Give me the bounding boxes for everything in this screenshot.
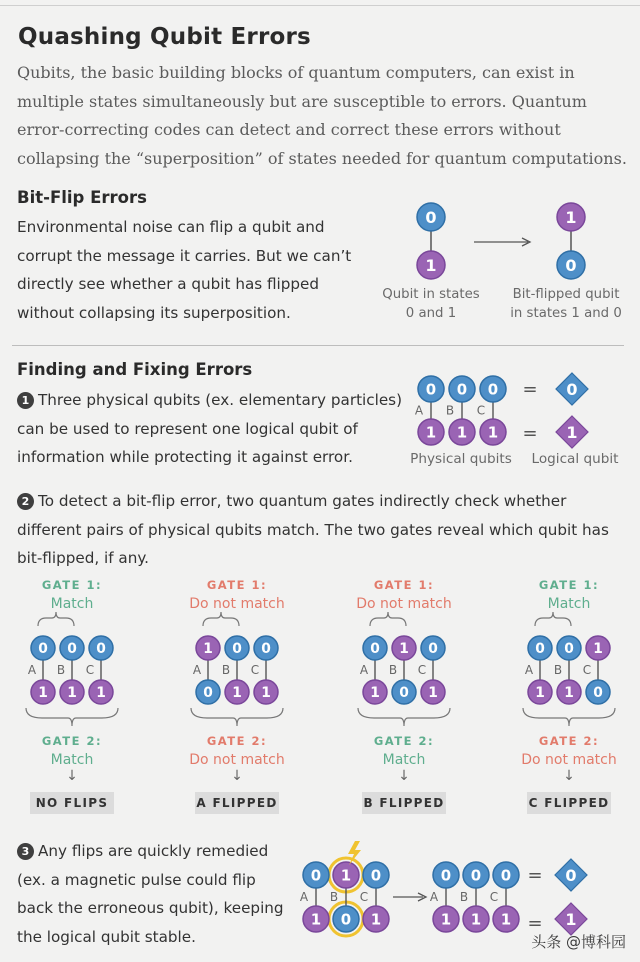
watermark: 头条 @博科园: [531, 933, 626, 951]
fix-before-qubit-bottom-0-value: 1: [310, 910, 322, 929]
fix-after-qubit-bottom-0-value: 1: [440, 910, 452, 929]
qubit-letter: C: [359, 890, 369, 904]
qubit-letter: A: [27, 663, 37, 677]
step1-body: Three physical qubits (ex. elementary particles) can be used to represent one logical qubit of information while protecting it against error.: [17, 391, 402, 467]
gate2-result: Do not match: [521, 752, 617, 768]
qubit-a-bottom: 1: [425, 256, 437, 275]
qubit-letter: A: [299, 890, 309, 904]
caption-line: Bit-flipped qubit: [512, 287, 620, 302]
qubit-letter: A: [414, 403, 424, 418]
step2-text: [17, 487, 627, 573]
caption-line: Qubit in states: [382, 287, 480, 302]
step1-text: [17, 386, 407, 472]
physical-qubit-bottom-1-value: 1: [456, 423, 468, 442]
result-badge: B FLIPPED: [362, 792, 446, 814]
bitflip-diagram: [370, 195, 640, 285]
gate1-result: Match: [547, 596, 591, 612]
case-qubit-bottom-2-value: 1: [261, 685, 271, 702]
qubit-letter: B: [221, 663, 231, 677]
case-qubit-bottom-0-value: 1: [535, 685, 545, 702]
result-badge: NO FLIPS: [30, 792, 114, 814]
case-qubit-top-0-value: 0: [370, 641, 380, 658]
qubit-letter: B: [56, 663, 66, 677]
arrow-down-icon: ↓: [231, 768, 243, 784]
physical-qubit-bottom-0-value: 1: [425, 423, 437, 442]
qubit-letter: A: [359, 663, 369, 677]
qubit-b-bottom: 0: [565, 256, 577, 275]
case-qubit-top-0-value: 0: [535, 641, 545, 658]
qubit-letter: C: [85, 663, 95, 677]
qubit-letter: C: [417, 663, 427, 677]
step-number-badge: 3: [17, 843, 34, 860]
case-qubit-top-2-value: 0: [261, 641, 271, 658]
qubit-letter: B: [445, 403, 455, 418]
qubit-check-diagram: [344, 612, 464, 742]
gate1-label: GATE 1:: [206, 578, 268, 592]
fix-before-qubit-top-0-value: 0: [310, 866, 322, 885]
qubit-a-top: 0: [425, 208, 437, 227]
qubit-check-diagram: [12, 612, 132, 742]
gate2-brace: [26, 708, 118, 726]
case-qubit-top-2-value: 0: [428, 641, 438, 658]
qubit-letter: A: [524, 663, 534, 677]
qubit-letter: B: [553, 663, 563, 677]
gate1-brace: [203, 612, 239, 626]
gate2-result: Do not match: [189, 752, 285, 768]
physical-qubit-top-0-value: 0: [425, 380, 437, 399]
fix-before-qubit-top-2-value: 0: [370, 866, 382, 885]
qubit-letter: A: [192, 663, 202, 677]
fix-after-qubit-top-2-value: 0: [500, 866, 512, 885]
caption-line: 0 and 1: [405, 306, 457, 321]
case-qubit-bottom-2-value: 1: [428, 685, 438, 702]
gate1-label: GATE 1:: [41, 578, 103, 592]
gate2-brace: [358, 708, 450, 726]
top-rule: [0, 5, 640, 6]
case-qubit-bottom-0-value: 0: [203, 685, 213, 702]
gate2-label: GATE 2:: [41, 734, 103, 748]
arrow-down-icon: ↓: [563, 768, 575, 784]
qubit-a-caption: [371, 285, 491, 323]
qubit-states-0-1: [417, 203, 445, 279]
case-qubit-top-2-value: 1: [593, 641, 603, 658]
step3-body: Any flips are quickly remedied (ex. a magnetic pulse could flip back the erroneous qubit), keeping the logical qubit stable.: [17, 842, 284, 946]
gate1-label: GATE 1:: [538, 578, 600, 592]
qubit-letter: B: [329, 890, 339, 904]
qubit-letter: C: [582, 663, 592, 677]
qubit-letter: B: [459, 890, 469, 904]
result-badge: C FLIPPED: [527, 792, 611, 814]
qubit-letter: A: [429, 890, 439, 904]
caption-line: in states 1 and 0: [510, 306, 622, 321]
qubit-letter: B: [388, 663, 398, 677]
qubit-b-top: 1: [565, 208, 577, 227]
logical-qubit-top-value: 0: [566, 380, 578, 399]
fix-after-qubit-bottom-1-value: 1: [470, 910, 482, 929]
physical-qubit-top-2-value: 0: [487, 380, 499, 399]
logical-qubit-diagram: [405, 370, 640, 450]
logical-qubit-caption: Logical qubit: [531, 451, 619, 467]
equals-sign: =: [522, 423, 538, 444]
case-qubit-top-0-value: 1: [203, 641, 213, 658]
case-qubit-bottom-1-value: 0: [399, 685, 409, 702]
step-number-badge: 2: [17, 493, 34, 510]
gate2-brace: [191, 708, 283, 726]
intro-paragraph: Qubits, the basic building blocks of quantum computers, can exist in multiple states simultaneously but are susceptible to errors. Quantum error-correcting codes can detect and correct these errors without collapsing the “superposition” of states needed for quantum computations.: [17, 63, 627, 168]
fix-before-qubit-top-1-value: 1: [340, 866, 352, 885]
physical-qubits-caption: Physical qubits: [410, 451, 512, 467]
arrow-right-icon: [474, 238, 530, 246]
case-qubit-bottom-1-value: 1: [564, 685, 574, 702]
logical-qubit-bottom-value: 1: [566, 423, 578, 442]
case-qubit-bottom-2-value: 1: [96, 685, 106, 702]
section-divider: [12, 345, 624, 346]
qubit-b-caption: [500, 285, 632, 323]
equals-sign: =: [522, 379, 538, 400]
arrow-down-icon: ↓: [398, 768, 410, 784]
qubit-letter: C: [250, 663, 260, 677]
case-qubit-bottom-1-value: 1: [232, 685, 242, 702]
logical-qubit-top-value: 0: [565, 866, 577, 885]
case-qubit-top-1-value: 1: [399, 641, 409, 658]
gate1-result: Do not match: [356, 596, 452, 612]
step2-body: To detect a bit-flip error, two quantum gates indirectly check whether different pairs of physical qubits match. The two gates reveal which qubit has bit-flipped, if any.: [17, 492, 609, 568]
case-qubit-bottom-1-value: 1: [67, 685, 77, 702]
physical-qubit-top-1-value: 0: [456, 380, 468, 399]
gate2-result: Match: [50, 752, 94, 768]
page-title: Quashing Qubit Errors: [18, 24, 311, 50]
gate2-label: GATE 2:: [206, 734, 268, 748]
gate2-label: GATE 2:: [538, 734, 600, 748]
case-qubit-top-0-value: 0: [38, 641, 48, 658]
qubit-check-diagram: [509, 612, 629, 742]
fix-after-qubit-top-1-value: 0: [470, 866, 482, 885]
equals-sign: =: [527, 913, 543, 934]
finding-heading: Finding and Fixing Errors: [17, 360, 253, 379]
case-qubit-top-1-value: 0: [232, 641, 242, 658]
fix-before-qubit-bottom-2-value: 1: [370, 910, 382, 929]
qubit-check-diagram: [177, 612, 297, 742]
case-qubit-top-1-value: 0: [67, 641, 77, 658]
equals-sign: =: [527, 865, 543, 886]
step3-text: [17, 837, 287, 951]
bitflip-heading: Bit-Flip Errors: [17, 188, 147, 207]
result-badge: A FLIPPED: [195, 792, 279, 814]
error-correction-diagram: [295, 835, 640, 945]
logical-qubit-bottom-value: 1: [565, 910, 577, 929]
case-qubit-bottom-2-value: 0: [593, 685, 603, 702]
qubit-states-1-0: [557, 203, 585, 279]
arrow-down-icon: ↓: [66, 768, 78, 784]
fix-after-qubit-top-0-value: 0: [440, 866, 452, 885]
gate1-brace: [38, 612, 74, 626]
case-qubit-bottom-0-value: 1: [370, 685, 380, 702]
gate2-brace: [523, 708, 615, 726]
gate1-result: Match: [50, 596, 94, 612]
gate1-label: GATE 1:: [373, 578, 435, 592]
bitflip-text: Environmental noise can flip a qubit and corrupt the message it carries. But we can’t directly see whether a qubit has flipped without collapsing its superposition.: [17, 218, 352, 322]
step-number-badge: 1: [17, 392, 34, 409]
gate1-brace: [370, 612, 406, 626]
physical-qubit-bottom-2-value: 1: [487, 423, 499, 442]
case-qubit-bottom-0-value: 1: [38, 685, 48, 702]
fix-before-qubit-bottom-1-value: 0: [340, 910, 352, 929]
gate2-label: GATE 2:: [373, 734, 435, 748]
case-qubit-top-2-value: 0: [96, 641, 106, 658]
gate1-brace: [535, 612, 571, 626]
gate1-result: Do not match: [189, 596, 285, 612]
qubit-letter: C: [476, 403, 486, 418]
fix-after-qubit-bottom-2-value: 1: [500, 910, 512, 929]
case-qubit-top-1-value: 0: [564, 641, 574, 658]
qubit-letter: C: [489, 890, 499, 904]
gate2-result: Match: [382, 752, 426, 768]
